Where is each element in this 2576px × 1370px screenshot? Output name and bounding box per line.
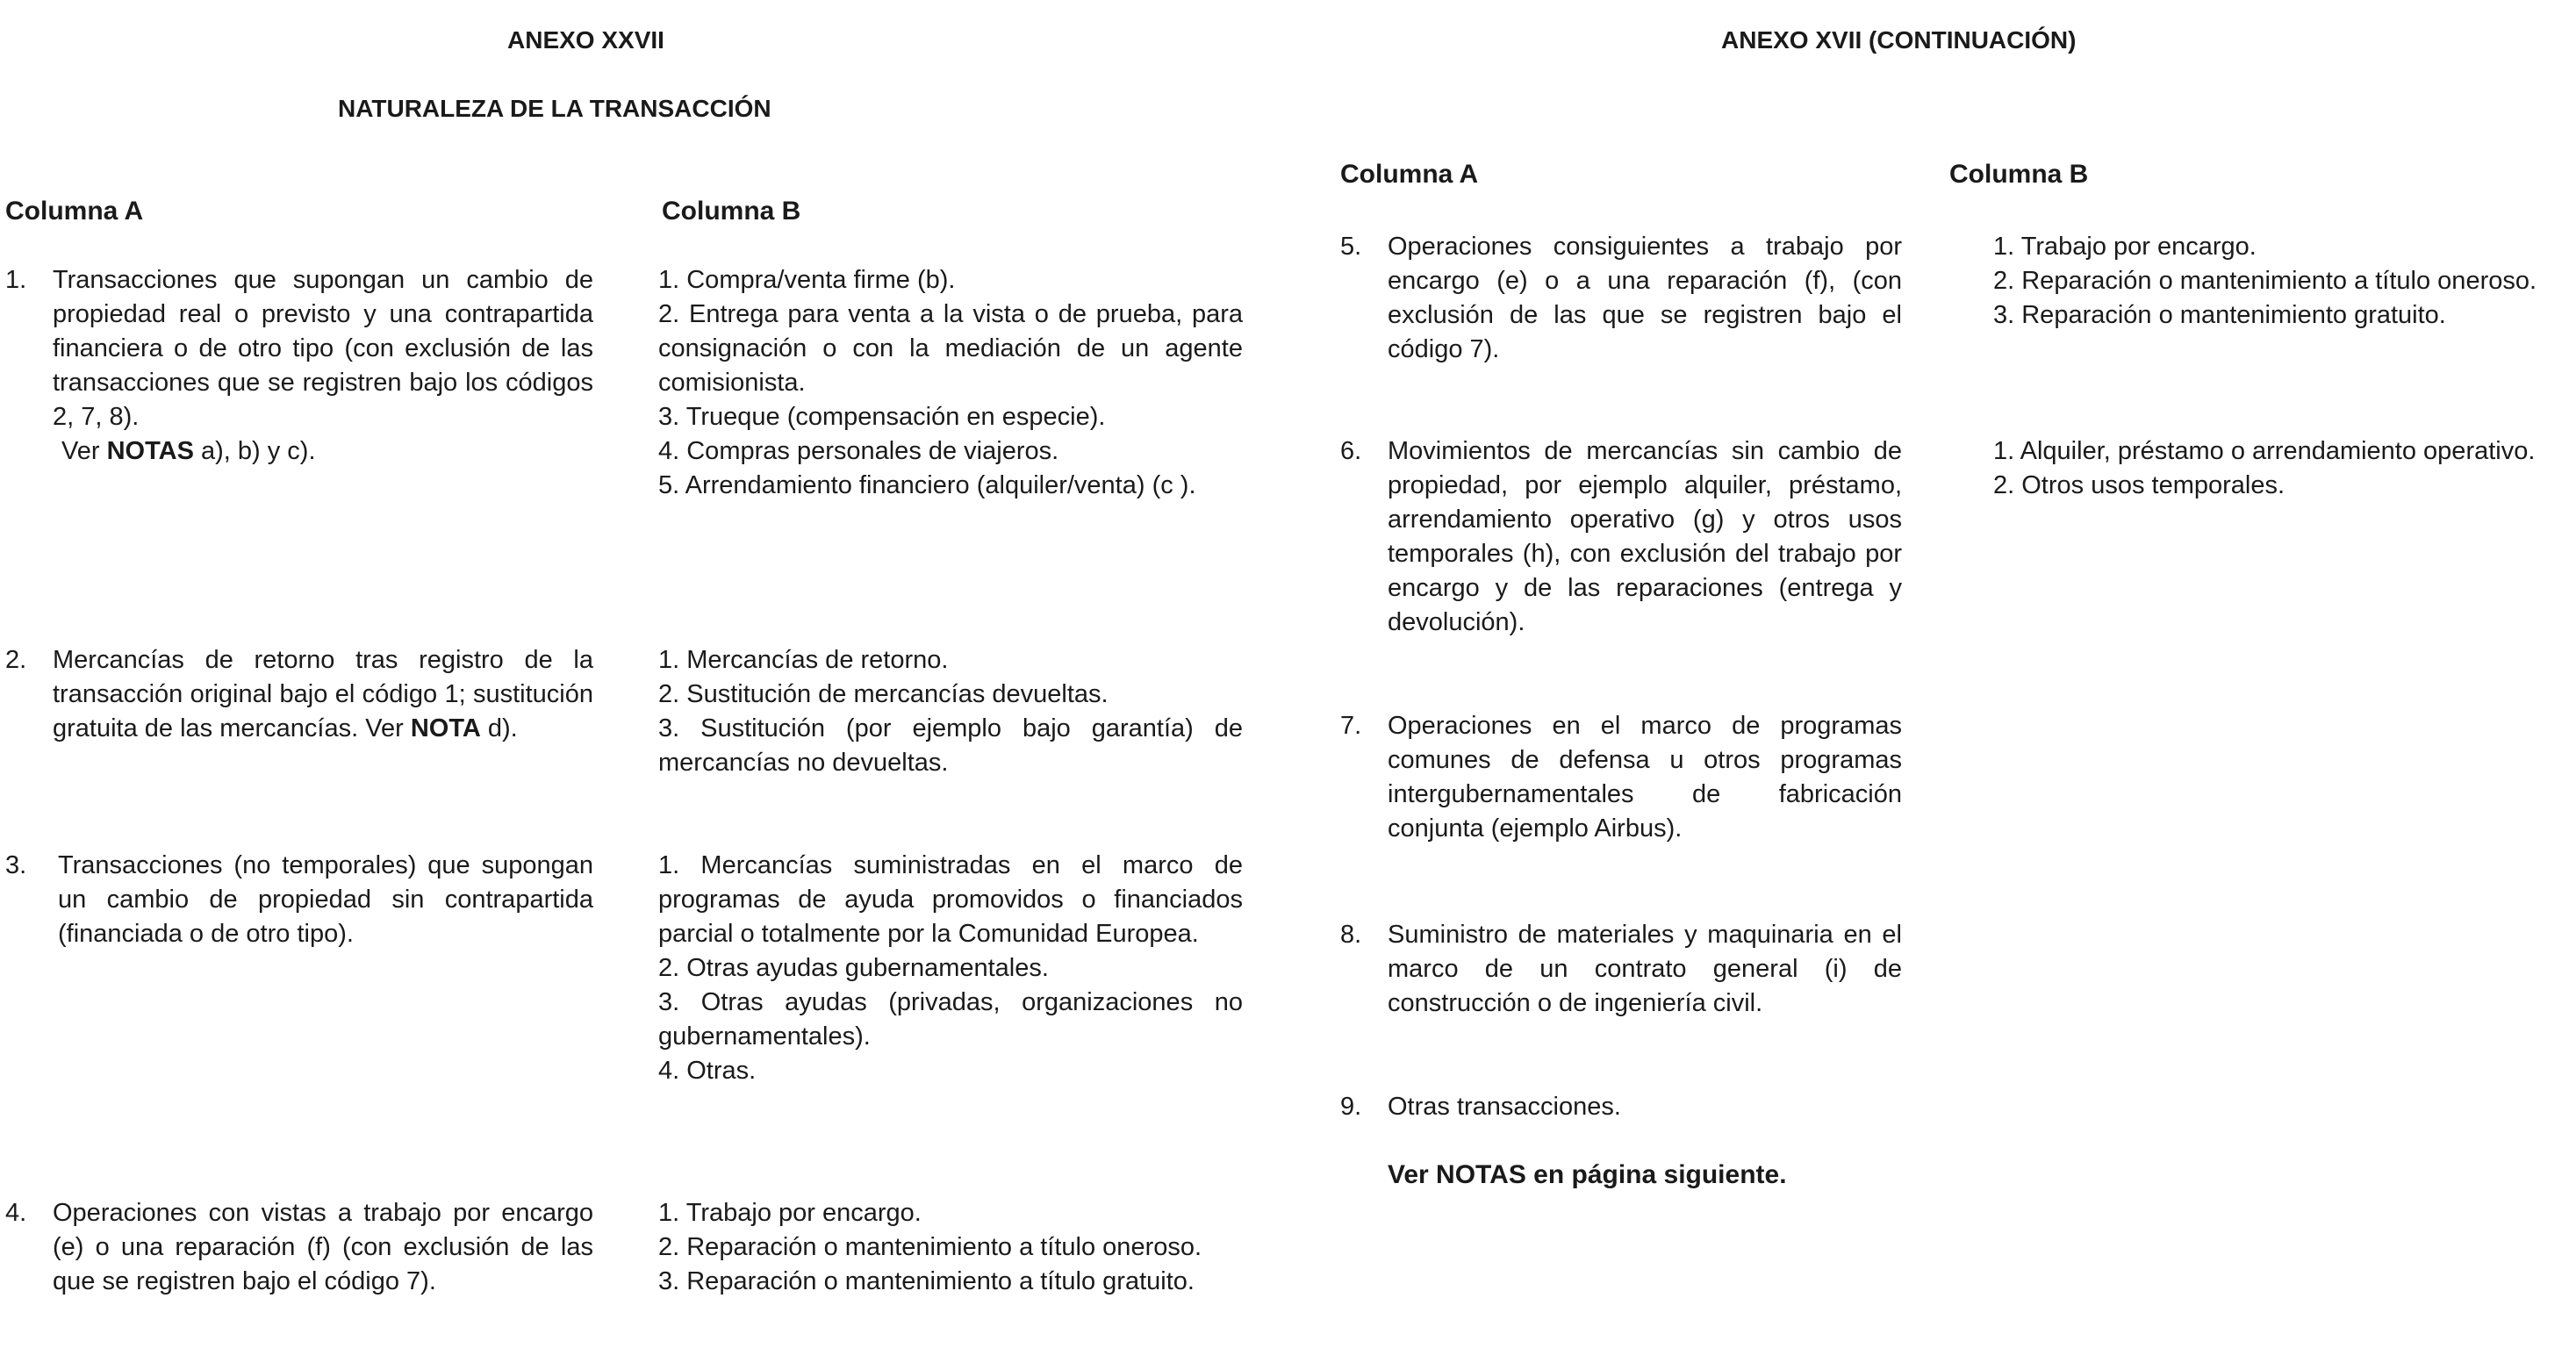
column-b-heading: Columna B — [662, 197, 801, 226]
item-4-description — [5, 1196, 593, 1299]
column-b-heading: Columna B — [1949, 160, 2089, 189]
option-line: 1. Trabajo por encargo. — [658, 1199, 922, 1227]
column-a-heading: Columna A — [1340, 160, 1479, 189]
option-line: 2. Entrega para venta a la vista o de prueba, para consignación o con la mediación de un agente comisionista. — [658, 300, 1243, 397]
option-line: 1. Mercancías suministradas en el marco de programas de ayuda promovidos o financiados parcial o totalmente por la Comunidad Europea. — [658, 851, 1243, 948]
item-text: Suministro de materiales y maquinaria en el marco de un contrato general (i) de construcción o de ingeniería civil. — [1388, 921, 1902, 1017]
option-line: 2. Otros usos temporales. — [1993, 471, 2285, 499]
item-3-description — [5, 849, 593, 951]
option-line: 3. Sustitución (por ejemplo bajo garantía) de mercancías no devueltas. — [658, 714, 1243, 777]
item-text: Otras transacciones. — [1388, 1093, 1621, 1121]
option-line: 1. Mercancías de retorno. — [658, 646, 949, 674]
option-line: 1. Trabajo por encargo. — [1993, 233, 2257, 261]
item-3-options — [658, 849, 1243, 1088]
item-text: Mercancías de retorno tras registro de la transacción original bajo el código 1; sustitución gratuita de las mercancías. Ver NOTA d). — [53, 646, 593, 742]
right-page — [1288, 0, 2575, 1370]
item-6-options — [1949, 434, 2546, 503]
annex-subtitle: NATURALEZA DE LA TRANSACCIÓN — [338, 95, 771, 122]
option-line: 4. Compras personales de viajeros. — [658, 437, 1059, 465]
item-5-description — [1340, 230, 1902, 367]
item-1-options — [658, 263, 1243, 503]
continuation-title: ANEXO XVII (CONTINUACIÓN) — [1721, 26, 2077, 54]
item-text: Operaciones consiguientes a trabajo por encargo (e) o a una reparación (f), (con exclusión de las que se registren bajo el código 7). — [1388, 233, 1902, 363]
item-number: 1. — [5, 266, 27, 294]
item-9-description — [1340, 1090, 1902, 1124]
option-line: 1. Alquiler, préstamo o arrendamiento operativo. — [1993, 437, 2536, 465]
item-number: 7. — [1340, 712, 1362, 740]
item-2-options — [658, 643, 1243, 780]
option-line: 2. Reparación o mantenimiento a título oneroso. — [658, 1233, 1202, 1261]
item-1-description — [5, 263, 593, 469]
item-number: 3. — [5, 851, 27, 879]
item-number: 2. — [5, 646, 27, 674]
option-line: 5. Arrendamiento financiero (alquiler/venta) (c ). — [658, 471, 1196, 499]
item-text: Transacciones (no temporales) que supongan un cambio de propiedad sin contrapartida (financiada o de otro tipo). — [58, 851, 593, 948]
item-number: 6. — [1340, 437, 1362, 465]
item-text: Movimientos de mercancías sin cambio de propiedad, por ejemplo alquiler, préstamo, arrendamiento operativo (g) y otros usos temporales (h), con exclusión del trabajo por encargo y de las reparaciones (entrega y devolución). — [1388, 437, 1902, 636]
option-line: 1. Compra/venta firme (b). — [658, 266, 956, 294]
column-a-heading: Columna A — [5, 197, 144, 226]
option-line: 3. Reparación o mantenimiento gratuito. — [1993, 301, 2446, 329]
item-text: Operaciones con vistas a trabajo por encargo (e) o una reparación (f) (con exclusión de las que se registren bajo el código 7). — [53, 1199, 593, 1295]
item-number: 4. — [5, 1199, 27, 1227]
item-text: Transacciones que supongan un cambio de propiedad real o previsto y una contrapartida financiera o de otro tipo (con exclusión de las transacciones que se registren bajo los códigos 2, 7, 8). — [53, 266, 593, 431]
option-line: 3. Otras ayudas (privadas, organizaciones no gubernamentales). — [658, 988, 1243, 1051]
item-2-description — [5, 643, 593, 746]
item-number: 9. — [1340, 1093, 1362, 1121]
option-line: 3. Trueque (compensación en especie). — [658, 403, 1106, 431]
annex-title: ANEXO XXVII — [507, 26, 664, 54]
item-number: 8. — [1340, 921, 1362, 949]
option-line: 2. Otras ayudas gubernamentales. — [658, 954, 1049, 982]
option-line: 4. Otras. — [658, 1057, 757, 1085]
item-number: 5. — [1340, 233, 1362, 261]
item-5-options — [1949, 230, 2546, 333]
option-line: 2. Sustitución de mercancías devueltas. — [658, 680, 1109, 708]
item-7-description — [1340, 709, 1902, 846]
option-line: 3. Reparación o mantenimiento a título gratuito. — [658, 1267, 1195, 1295]
item-8-description — [1340, 918, 1902, 1021]
item-4-options — [658, 1196, 1243, 1299]
item-6-description — [1340, 434, 1902, 640]
item-note-ref: Ver NOTAS a), b) y c). — [61, 437, 316, 465]
item-text: Operaciones en el marco de programas comunes de defensa u otros programas intergubernamentales de fabricación conjunta (ejemplo Airbus). — [1388, 712, 1902, 843]
option-line: 2. Reparación o mantenimiento a título oneroso. — [1993, 267, 2537, 295]
see-notes-next-page: Ver NOTAS en página siguiente. — [1388, 1160, 1787, 1189]
